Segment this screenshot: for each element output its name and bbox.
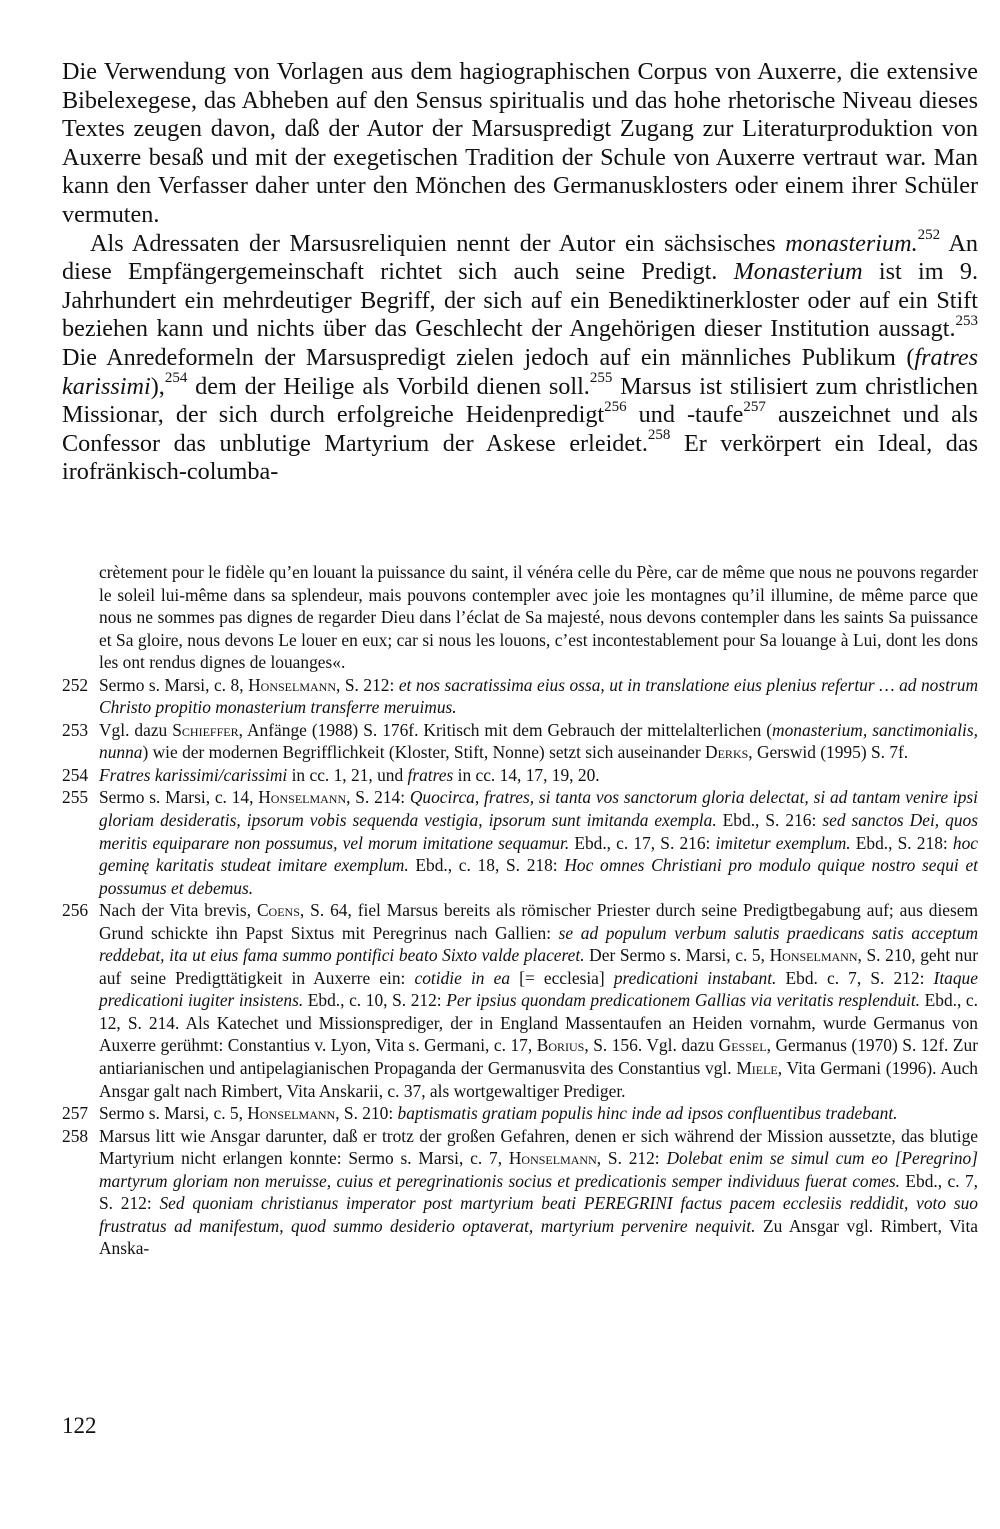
text-run: Als Adressaten der Marsusreliquien nennt der Autor ein sächsisches — [90, 229, 786, 257]
text-run: in cc. 1, 21, und — [287, 764, 408, 785]
latin-quote: Dolebat enim se simul cum eo [Peregrino] martyrum gloriam non meruisse, cuius et peregrinationis socius et predicationis semper individuus fuerat comes. — [99, 1148, 979, 1191]
text-run: Ebd., c. 7, S. 212: — [99, 1170, 978, 1214]
latin-quote: Hoc omnes Christiani pro modulo quique nostro sequi et possumus et debemus. — [99, 855, 978, 898]
author-name: Derks — [705, 742, 749, 763]
text-run: Ebd., c. 10, S. 212: — [303, 990, 447, 1011]
text-run: Er verkörpert ein Ideal, das irofränkisch-columba- — [62, 429, 978, 486]
text-run: , Germanus (1970) S. 12f. Zur antiarianischen und antipelagianischen Propaganda der Germanusvita des Constantius vgl. — [99, 1035, 978, 1079]
main-text — [62, 58, 978, 487]
footnote-253 — [62, 719, 978, 764]
italic-term: fratres karissimi — [62, 343, 978, 400]
text-run: Die Anredeformeln der Marsuspredigt zielen jedoch auf ein männliches Publikum ( — [62, 343, 915, 371]
footnote-number: 258 — [62, 1125, 89, 1146]
text-run: An diese Empfängergemeinschaft richtet sich auch seine Predigt. — [62, 229, 979, 286]
text-run: Vgl. dazu — [99, 719, 173, 740]
text-run: Ebd. c. 7, S. 212: — [776, 967, 934, 988]
author-name: Gessel — [718, 1035, 767, 1056]
latin-quote: hoc geminę karitatis studeat imitare exemplum. — [99, 832, 979, 876]
text-run: , Anfänge (1988) S. 176f. Kritisch mit dem Gebrauch der mittelalterlichen ( — [238, 719, 773, 740]
footnote-ref[interactable]: 254 — [164, 370, 188, 387]
author-name: Honselmann — [247, 1103, 336, 1124]
text-run: , S. 210: — [335, 1103, 398, 1124]
footnote-254 — [62, 764, 978, 787]
text-run: Der Sermo s. Marsi, c. 5, — [584, 945, 770, 966]
footnote-continuation: crètement pour le fidèle qu’en louant la puissance du saint, il vénéra celle du Père, car de même que nous ne pouvons regarder le soleil lui-même dans sa splendeur, mais pouvons contempler avec joie les montagnes qu’il illumine, de même parce que nous ne sommes pas dignes de regarder Dieu dans l’éclat de Sa majesté, nous devons contempler dans les saints Sa puissance et Sa gloire, nous devons Le louer en eux; car si nous les louons, c’est incontestablement pour Sa louange à Lui, dont les dons les ont rendus dignes de louanges«. — [99, 562, 978, 673]
text-run: Sermo s. Marsi, c. 14, — [99, 787, 259, 808]
latin-quote: sed sanctos Dei, quos meritis equiparare non possumus, vel morum imitatione sequamur. — [99, 810, 978, 853]
text-run: , S. 212: — [336, 674, 399, 695]
italic-term: monasterium. — [785, 229, 918, 257]
latin-quote: se ad populum verbum salutis praedicans satis acceptum reddebat, ita ut eius fama summo pontifici beato Sixto valde placeret. — [99, 922, 979, 966]
latin-quote: Sed quoniam christianus imperator post martyrium beati PEREGRINI factus pacem ecclesiis reddidit, voto suo frustratus ad manifestum, quod summo desiderio optaverat, martyrium pervenire nequivit. — [99, 1193, 978, 1236]
text-run: , Gerswid (1995) S. 7f. — [748, 742, 909, 763]
text-run: Ebd., S. 218: — [850, 832, 953, 853]
latin-quote: predicationi instabant. — [613, 967, 777, 988]
text-run: auszeichnet und als Confessor das unblutige Martyrium der Askese erleidet. — [62, 401, 978, 457]
latin-quote: fratres — [407, 764, 454, 785]
latin-quote: cotidie in ea — [414, 967, 511, 988]
latin-quote: baptismatis gratiam populis hinc inde ad ipsos confluentibus tradebant. — [397, 1103, 898, 1124]
text-run: [= ecclesia] — [510, 967, 614, 988]
author-name: Honselmann — [248, 674, 336, 695]
latin-quote: monasterium, sanctimonialis, nunna — [99, 719, 978, 763]
text-run: Sermo s. Marsi, c. 8, — [99, 674, 249, 695]
footnote-ref[interactable]: 253 — [955, 313, 978, 330]
author-name: Honselmann — [769, 945, 858, 966]
latin-quote: et nos sacratissima eius ossa, ut in translatione eius plenius refertur … ad nostrum Christo propitio monasterium transferre meruimus. — [99, 674, 978, 718]
text-run: Marsus litt wie Ansgar darunter, daß er trotz der großen Gefahren, denen er sich während der Mission aussetzte, das blutige Martyrium nicht erlangen konnte: Sermo s. Marsi, c. 7, — [99, 1125, 978, 1169]
text-run: dem der Heilige als Vorbild dienen soll. — [187, 372, 590, 400]
text-run: Ebd., c. 18, S. 218: — [408, 855, 565, 876]
footnote-ref[interactable]: 252 — [917, 227, 941, 244]
footnote-252 — [62, 674, 978, 719]
text-run: , S. 210, geht nur auf seine Predigttätigkeit in Auxerre ein: — [99, 945, 978, 988]
page-number: 122 — [62, 1413, 97, 1438]
text-run: ), — [150, 372, 165, 400]
paragraph — [62, 58, 978, 230]
footnote-258 — [62, 1125, 978, 1260]
text-run: , S. 156. Vgl. dazu — [584, 1035, 719, 1056]
footnote-ref[interactable]: 255 — [589, 370, 613, 387]
latin-quote: Fratres karissimi/carissimi — [99, 764, 288, 785]
text-run: ist im 9. Jahrhundert ein mehrdeutiger Begriff, der sich auf ein Benediktinerkloster oder auf ein Stift beziehen kann und nichts über das Geschlecht der Angehörigen dieser Institution aussagt. — [62, 258, 979, 343]
italic-term: Monasterium — [733, 258, 863, 286]
footnote-number: 252 — [62, 674, 89, 695]
footnote-ref[interactable]: 258 — [647, 427, 671, 444]
text-run: , S. 212: — [596, 1148, 667, 1169]
footnote-256 — [62, 899, 978, 1102]
author-name: Honselmann — [508, 1148, 597, 1169]
latin-quote: imitetur exemplum. — [715, 832, 851, 853]
text-run: und -taufe — [626, 401, 744, 429]
footnote-number: 254 — [62, 764, 89, 785]
text-run: Sermo s. Marsi, c. 5, — [99, 1103, 248, 1124]
latin-quote: Itaque predicationi iugiter insistens. — [99, 967, 978, 1011]
text-run: Die Verwendung von Vorlagen aus dem hagiographischen Corpus von Auxerre, die extensive Bibelexegese, das Abheben auf den Sensus spiritualis und das hohe rhetorische Niveau dieses Textes zeugen davon, daß der Autor der Marsuspredigt Zugang zur Literaturproduktion von Auxerre besaß und mit der exegetischen Tradition der Schule von Auxerre vertraut war. Man kann den Verfasser daher unter den Mönchen des Germanusklosters oder einem ihrer Schüler vermuten. — [62, 58, 978, 228]
text-run: Ebd., c. 12, S. 214. Als Katechet und Missionsprediger, der in England Massentaufen an Heiden vornahm, wurde Germanus von Auxerre gerühmt: Constantius v. Lyon, Vita s. Germani, c. 17, — [99, 990, 978, 1056]
text-run: Zu Ansgar vgl. Rimbert, Vita Anska- — [99, 1215, 978, 1259]
footnote-number: 257 — [62, 1103, 89, 1124]
footnote-number: 256 — [62, 900, 89, 921]
text-run: ) wie der modernen Begrifflichkeit (Kloster, Stift, Nonne) setzt sich auseinander — [142, 742, 706, 763]
text-run: Nach der Vita brevis, — [99, 900, 257, 921]
footnote-ref[interactable]: 256 — [604, 398, 627, 415]
author-name: Schieffer — [172, 719, 239, 740]
text-run: Ebd., c. 17, S. 216: — [569, 832, 716, 853]
footnote-255 — [62, 786, 978, 899]
text-run: Marsus ist stilisiert zum christlichen Missionar, der sich durch erfolgreiche Heidenpredigt — [62, 372, 978, 429]
paragraph — [62, 227, 979, 487]
text-run: Ebd., S. 216: — [716, 810, 823, 831]
text-run: , S. 214: — [346, 787, 410, 808]
footnote-ref[interactable]: 257 — [743, 398, 766, 415]
footnote-number: 255 — [62, 787, 89, 808]
author-name: Coens — [256, 900, 300, 921]
text-run: , Vita Germani (1996). Auch Ansgar galt nach Rimbert, Vita Anskarii, c. 37, als wortgewaltiger Prediger. — [99, 1058, 978, 1101]
footnote-257 — [62, 1102, 978, 1125]
author-name: Miele — [736, 1058, 778, 1079]
footnotes — [62, 561, 978, 1260]
latin-quote: Quocirca, fratres, si tanta vos sanctorum gloria delectat, si ad tantam venire ipsi gloriam desideratis, ipsorum vobis sequenda vestigia, ipsorum sunt imitanda exempla. — [99, 787, 979, 831]
text-run: , S. 64, fiel Marsus bereits als römischer Priester durch seine Predigtbegabung auf; aus diesem Grund schickte ihn Papst Sixtus mit Peregrinus nach Gallien: — [99, 900, 979, 943]
latin-quote: Per ipsius quondam predicationem Gallias via veritatis resplenduit. — [446, 990, 921, 1011]
author-name: Borius — [536, 1035, 585, 1056]
text-run: in cc. 14, 17, 19, 20. — [453, 764, 600, 785]
footnote-number: 253 — [62, 719, 89, 740]
author-name: Honselmann — [258, 787, 347, 808]
